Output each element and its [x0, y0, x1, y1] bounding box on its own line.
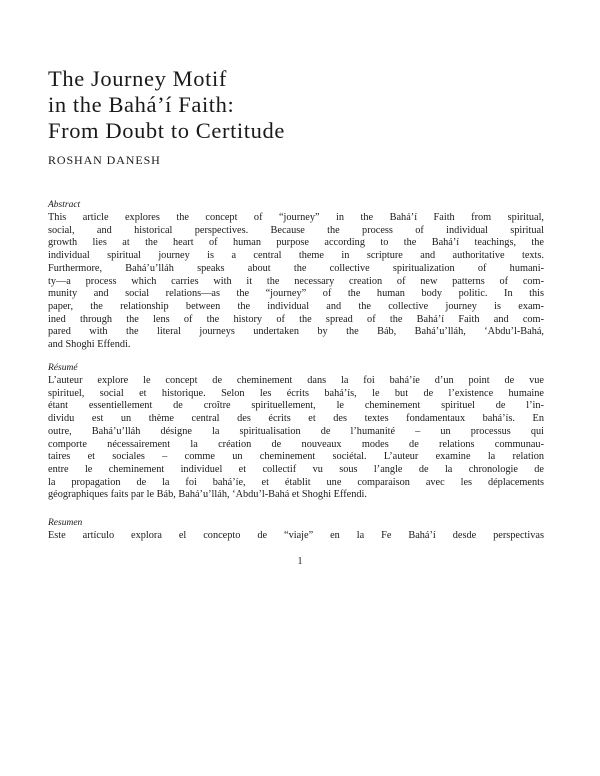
- abstract-body: [48, 212, 544, 352]
- resume-section: [48, 362, 544, 502]
- title-line-3: From Doubt to Certitude: [48, 118, 285, 143]
- resume-line: la propagation de la foi bahá’íe, et établit une comparaison avec les déplacements: [48, 476, 544, 488]
- abstract-line: individual spiritual journey is a central theme in scripture and authoritative texts.: [48, 250, 544, 262]
- abstract-line: ined through the lens of the history of the spread of the Bahá’í Faith and com-: [48, 313, 544, 325]
- abstract-heading: Abstract: [48, 200, 81, 210]
- resume-heading: Résumé: [48, 363, 78, 373]
- resumen-body: [48, 530, 544, 543]
- resume-line: étant essentiellement de croître spirituellement, le cheminement spirituel de l’in-: [48, 400, 544, 412]
- resume-line: comporte nécessairement la création de nouveaux modes de relations communau-: [48, 438, 544, 450]
- resume-line: spirituel, social et historique. Selon les écrits bahá’ís, le but de l’existence humaine: [48, 387, 544, 399]
- abstract-line: pared with the literal journeys undertaken by the Báb, Bahá’u’lláh, ‘Abdu’l-Bahá,: [48, 326, 544, 338]
- resume-line: géographiques faits par le Báb, Bahá’u’lláh, ‘Abdu’l-Bahá et Shoghi Effendi.: [48, 489, 367, 501]
- abstract-line: ty—a process which carries with it the necessary creation of new patterns of com-: [48, 275, 544, 287]
- abstract-line: and Shoghi Effendi.: [48, 339, 131, 351]
- abstract-line: munity and social relations—as the “journey” of the human body politic. In this: [48, 288, 544, 300]
- resumen-heading: Resumen: [48, 518, 83, 528]
- title-line-2: in the Bahá’í Faith:: [48, 92, 235, 117]
- resume-body: [48, 375, 544, 502]
- page-number: 1: [297, 556, 303, 567]
- title-line-1: The Journey Motif: [48, 66, 227, 91]
- abstract-line: growth lies at the heart of human purpose according to the Bahá’í teachings, the: [48, 237, 544, 249]
- resumen-line: Este artículo explora el concepto de “viaje” en la Fe Bahá’í desde perspectivas: [48, 530, 544, 541]
- abstract-line: social, and historical perspectives. Because the process of individual spiritual: [48, 224, 544, 236]
- resume-line: taires et sociales – comme un cheminement sociétal. L’auteur examine la relation: [48, 451, 544, 463]
- abstract-line: paper, the relationship between the individual and the collective journey is exam-: [48, 300, 544, 312]
- article-title: [48, 66, 448, 144]
- resume-line: dividu est un thème central des écrits et des textes fondamentaux bahá’ís. En: [48, 413, 544, 425]
- abstract-line: This article explores the concept of “journey” in the Bahá’í Faith from spiritual,: [48, 212, 544, 223]
- abstract-line: Furthermore, Bahá’u’lláh speaks about the collective spiritualization of humani-: [48, 262, 544, 274]
- resume-line: L’auteur explore le concept de cheminement dans la foi bahá’íe d’un point de vue: [48, 375, 544, 386]
- resume-line: outre, Bahá’u’lláh désigne la spiritualisation de l’humanité – un processus qui: [48, 425, 544, 437]
- author-name: ROSHAN DANESH: [48, 153, 161, 167]
- resume-line: entre le cheminement individuel et collectif vu sous l’angle de la chronologie de: [48, 463, 544, 475]
- abstract-section: [48, 199, 544, 352]
- resumen-section: [48, 517, 544, 543]
